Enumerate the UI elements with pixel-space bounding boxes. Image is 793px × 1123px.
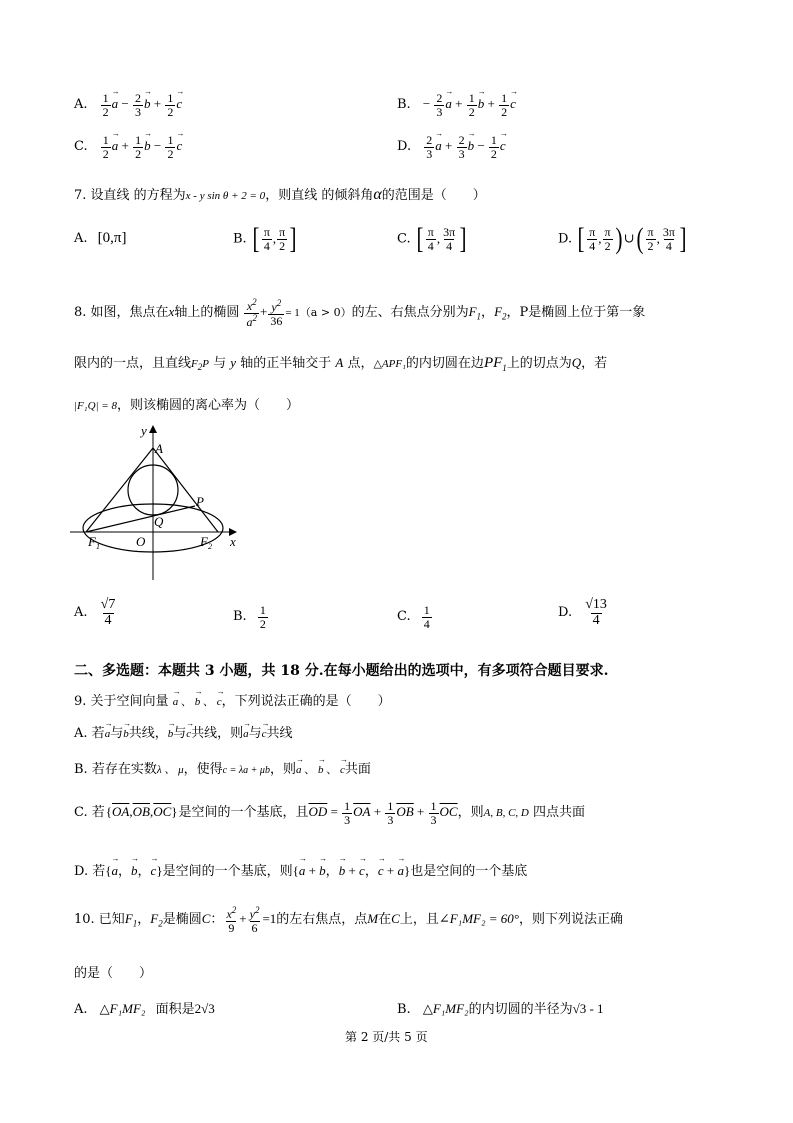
line-a-f1 bbox=[86, 448, 153, 532]
q8-line-2: 限内的一点，且直线$F_2P$ 与 y 轴的正半轴交于 A 点，△APF₁的内切圆在边$PF_1$上的切点为Q，若 bbox=[74, 355, 608, 373]
label-A: A bbox=[155, 441, 163, 456]
q9-option-a: A. 若→ a与→ b共线，→ b与→ c共线，则→ a与→ c共线 bbox=[74, 722, 293, 741]
q7-option-d: D. [ $\frac{\pi}{4}$ , $\frac{\pi}{2}$ ) ∪ ( $\frac{\pi}{2}$ , $\frac{3\pi}{4}$ ] bbox=[558, 222, 687, 255]
label-F1: $F_1$ bbox=[88, 534, 100, 551]
label-P: P bbox=[196, 494, 204, 509]
q10-line-2: 的是（ ） bbox=[74, 966, 153, 981]
q7-option-b: B. [ $\frac{\pi}{4}$ , $\frac{\pi}{2}$ ] bbox=[233, 222, 297, 255]
section-title: 二、多选题：本题共 3 小题，共 18 分.在每小题给出的选项中，有多项符合题目要求. bbox=[74, 663, 609, 679]
label-O: O bbox=[136, 534, 146, 549]
label-Q: Q bbox=[154, 514, 164, 529]
q9-option-b: B. 若存在实数λ 、 μ，使得c = λa + μb，则→ a 、 → b 、 → c共面 bbox=[74, 758, 371, 777]
q6-option-a: A. $\frac{1}{2}$ → a − $\frac{2}{3}$ → b + $\frac{1}{2}$ → c bbox=[74, 92, 182, 118]
label-F2: $F_2$ bbox=[200, 534, 212, 551]
label-y: y bbox=[141, 423, 147, 438]
q6-option-c: C. $\frac{1}{2}$ → a + $\frac{1}{2}$ → b − $\frac{1}{2}$ → c bbox=[74, 134, 182, 160]
q6-option-d: D. $\frac{2}{3}$ → a + $\frac{2}{3}$ → b − $\frac{1}{2}$ → c bbox=[397, 134, 506, 160]
line-f1-p bbox=[86, 506, 195, 532]
q8-option-b: B. $\frac{1}{2}$ bbox=[233, 603, 266, 631]
q10-option-b: B. △F₁MF₂的内切圆的半径为√3 - 1 bbox=[397, 1001, 604, 1017]
page-number: 第 2 页/共 5 页 bbox=[345, 1030, 428, 1044]
q8-line-1: 8. 如图，焦点在x轴上的椭圆 $\frac{x^2}{a^2}$ + $\frac{y^2}{36}$ = 1（a > 0）的左、右焦点分别为$F_1$，$F_2$，P是椭圆上位于第一象 bbox=[74, 297, 646, 329]
q8-option-a: A. $\frac{√7}{4}$ bbox=[74, 597, 116, 628]
q8-figure bbox=[68, 420, 248, 585]
q10-option-a: A. △F₁MF₂ 面积是2√3 bbox=[74, 1001, 215, 1017]
q7-option-a: A. [0,π] bbox=[74, 230, 127, 246]
q10-line-1: 10. 已知$F_1$，$F_2$是椭圆C： $\frac{x^2}{9}$ + $\frac{y^2}{6}$ =1的左右焦点，点M在C上，且∠F₁MF₂ = 60°，则下列说法正确 bbox=[74, 905, 623, 935]
q7-stem: 7. 设直线 的方程为x - y sin θ + 2 = 0，则直线 的倾斜角α的范围是（ ） bbox=[74, 186, 486, 203]
q7-option-c: C. [ $\frac{\pi}{4}$ , $\frac{3\pi}{4}$ ] bbox=[397, 222, 467, 255]
q9-stem: 9. 关于空间向量 → a 、 → b 、 → c，下列说法正确的是（ ） bbox=[74, 690, 391, 709]
q6-option-b: B. − $\frac{2}{3}$ → a + $\frac{1}{2}$ → b + $\frac{1}{2}$ → c bbox=[397, 92, 516, 118]
q9-option-d: D. 若{→ a，→ b，→ c}是空间的一个基底，则{→ a + → b，→ b + → c，→ c + → a}也是空间的一个基底 bbox=[74, 860, 527, 879]
q8-line-3: |F₁Q| = 8，则该椭圆的离心率为（ ） bbox=[74, 398, 299, 413]
q8-option-d: D. $\frac{√13}{4}$ bbox=[558, 597, 607, 628]
q8-option-c: C. $\frac{1}{4}$ bbox=[397, 603, 430, 631]
label-x: x bbox=[230, 534, 236, 549]
q9-option-c: C. 若$\{\overline{OA},\overline{OB},\overline{OC}\}$是空间的一个基底，且$\overline{OD}$ = $\frac{1}{3}$ $\overline{OA}$ + $\frac{1}{3}$ $\overline{OB}$ + $\frac{1}{3}$ $\overline{OC}$，则A, B, C, D 四点共面 bbox=[74, 799, 586, 827]
